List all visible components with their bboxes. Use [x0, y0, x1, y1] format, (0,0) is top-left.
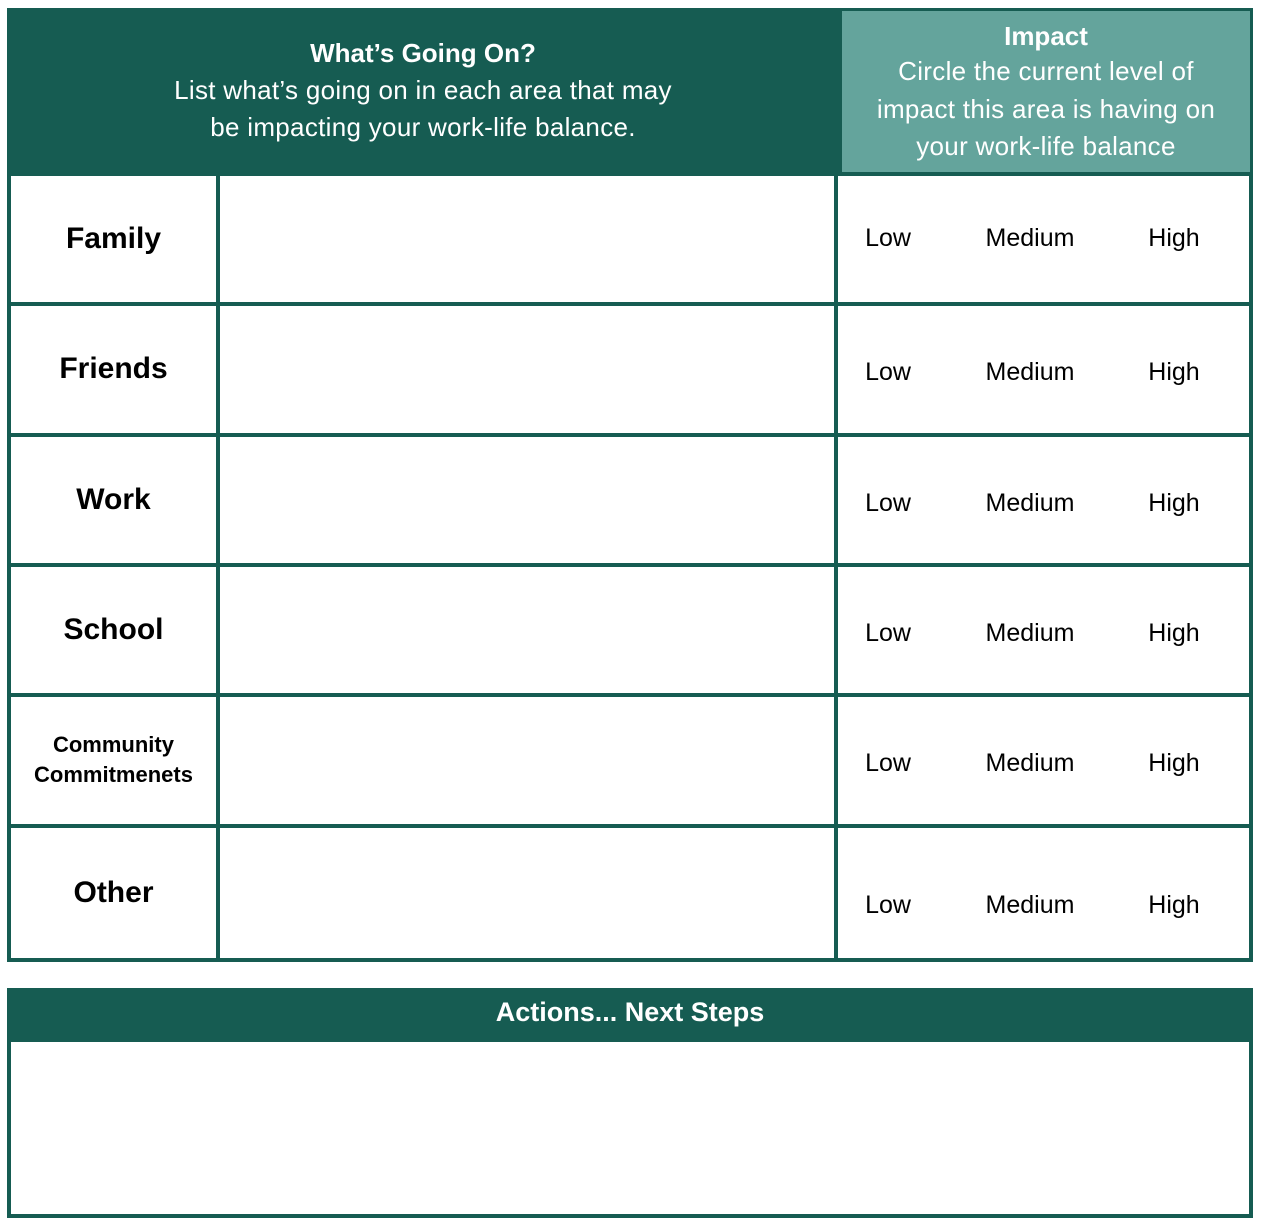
impact-option-high[interactable]: High [1148, 618, 1200, 647]
row-label-text: Other [73, 875, 154, 909]
row-label-text: Family [65, 222, 162, 256]
row-label-text-line2: Commitmenets [34, 762, 193, 788]
impact-option-low[interactable]: Low [865, 749, 911, 778]
row-label-text: Work [76, 482, 151, 516]
notes-cell-other[interactable] [220, 828, 838, 958]
row-label-work [11, 437, 220, 567]
actions-next-steps-box[interactable] [7, 1038, 1253, 1218]
notes-cell-community[interactable] [220, 697, 838, 827]
impact-instruction-line1: Circle the current level of [898, 56, 1194, 86]
whats-going-on-instruction-line2: be impacting your work-life balance. [210, 112, 636, 142]
work-life-table [7, 172, 1253, 962]
notes-cell-work[interactable] [220, 437, 838, 567]
impact-option-low[interactable]: Low [865, 358, 911, 387]
impact-header [839, 8, 1253, 176]
impact-option-medium[interactable]: Medium [985, 618, 1075, 647]
whats-going-on-header [7, 8, 839, 176]
impact-option-medium[interactable]: Medium [985, 890, 1075, 919]
impact-option-medium[interactable]: Medium [985, 224, 1075, 252]
impact-option-low[interactable]: Low [865, 618, 911, 647]
row-label-text: School [63, 613, 164, 647]
impact-cell-family [838, 176, 1249, 306]
impact-option-high[interactable]: High [1148, 358, 1200, 387]
impact-cell-community [838, 697, 1249, 827]
impact-option-high[interactable]: High [1148, 488, 1200, 517]
impact-title: Impact [1004, 21, 1088, 51]
impact-option-medium[interactable]: Medium [985, 488, 1075, 517]
row-label-text-line1: Community [52, 732, 174, 758]
row-label-friends [11, 306, 220, 436]
notes-cell-friends[interactable] [220, 306, 838, 436]
impact-option-high[interactable]: High [1148, 890, 1200, 919]
impact-option-low[interactable]: Low [865, 890, 911, 919]
impact-instruction-line3: your work-life balance [916, 131, 1176, 161]
row-label-other [11, 828, 220, 958]
notes-cell-family[interactable] [220, 176, 838, 306]
impact-cell-friends [838, 306, 1249, 436]
impact-instruction-line2: impact this area is having on [876, 93, 1216, 124]
row-label-community [11, 697, 220, 827]
impact-cell-work [838, 437, 1249, 567]
impact-option-medium[interactable]: Medium [985, 358, 1075, 387]
impact-option-medium[interactable]: Medium [985, 749, 1075, 778]
row-label-text: Friends [59, 352, 168, 386]
impact-option-low[interactable]: Low [865, 488, 911, 517]
notes-cell-school[interactable] [220, 567, 838, 697]
row-label-school [11, 567, 220, 697]
impact-cell-school [838, 567, 1249, 697]
impact-option-high[interactable]: High [1148, 749, 1200, 778]
impact-cell-other [838, 828, 1249, 958]
impact-option-low[interactable]: Low [865, 224, 911, 252]
whats-going-on-instruction-line1: List what’s going on in each area that may [174, 75, 672, 105]
impact-option-high[interactable]: High [1148, 224, 1200, 252]
whats-going-on-title: What’s Going On? [310, 38, 536, 68]
row-label-family [11, 176, 220, 306]
actions-next-steps-header: Actions... Next Steps [7, 988, 1253, 1040]
